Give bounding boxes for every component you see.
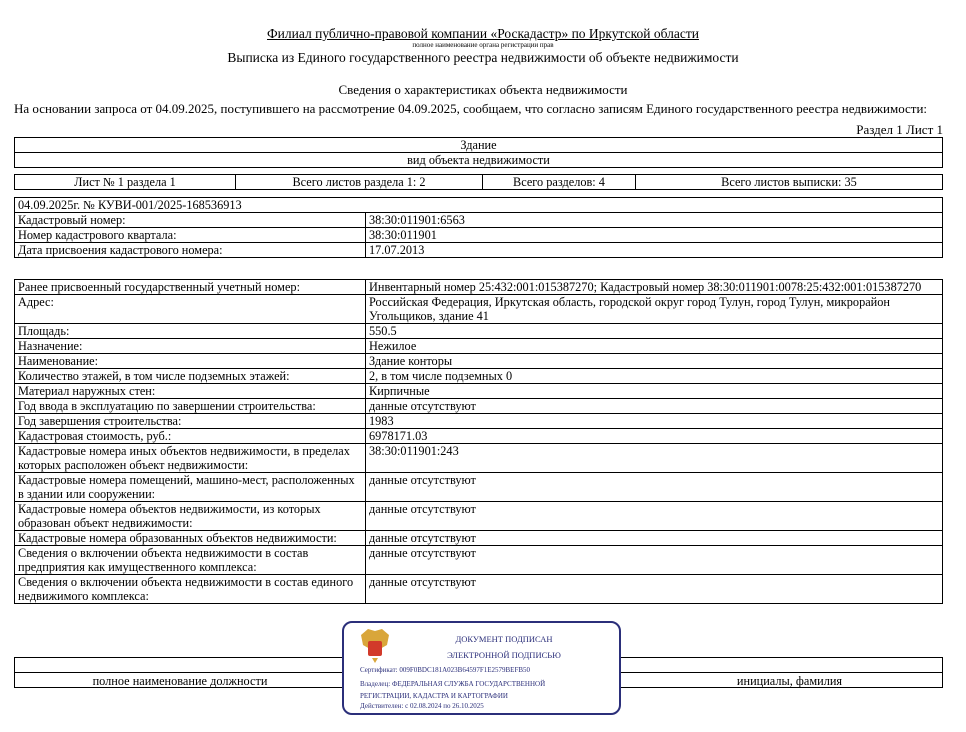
row-value: 38:30:011901:6563 (366, 213, 943, 228)
row-label: Наименование: (15, 354, 366, 369)
table-row (15, 324, 943, 339)
document-title: Выписка из Единого государственного реестра недвижимости об объекте недвижимости (227, 50, 739, 65)
position-caption: полное наименование должности (92, 674, 268, 688)
object-type-table (14, 137, 943, 168)
table-row (15, 473, 943, 502)
row-label: Адрес: (15, 295, 366, 324)
row-label: Номер кадастрового квартала: (15, 228, 366, 243)
row-label: Площадь: (15, 324, 366, 339)
registration-number: 04.09.2025г. № КУВИ-001/2025-168536913 (15, 198, 943, 213)
object-type: Здание (15, 138, 943, 153)
row-value: данные отсутствуют (366, 502, 943, 531)
object-type-caption: вид объекта недвижимости (15, 153, 943, 168)
stamp-owner: Владелец: ФЕДЕРАЛЬНАЯ СЛУЖБА ГОСУДАРСТВЕННОЙ (360, 680, 546, 688)
row-value: данные отсутствуют (366, 531, 943, 546)
row-value: 1983 (366, 414, 943, 429)
stamp-line1: ДОКУМЕНТ ПОДПИСАН (455, 634, 553, 644)
table-row (15, 502, 943, 531)
row-value: 38:30:011901:243 (366, 444, 943, 473)
row-label: Кадастровые номера образованных объектов недвижимости: (15, 531, 366, 546)
row-value: данные отсутствуют (366, 575, 943, 604)
row-label: Кадастровый номер: (15, 213, 366, 228)
row-value: 17.07.2013 (366, 243, 943, 258)
table-row (15, 399, 943, 414)
row-value: Российская Федерация, Иркутская область, городской округ город Тулун, город Тулун, микрорайон Угольщиков, здание 41 (366, 295, 943, 324)
table-row (15, 213, 943, 228)
row-label: Кадастровая стоимость, руб.: (15, 429, 366, 444)
row-label: Ранее присвоенный государственный учетный номер: (15, 280, 366, 295)
characteristics-table (14, 279, 943, 604)
table-row (15, 444, 943, 473)
registration-table (14, 197, 943, 258)
table-row (15, 354, 943, 369)
row-value: 6978171.03 (366, 429, 943, 444)
table-row (15, 339, 943, 354)
table-row (15, 429, 943, 444)
table-row (15, 280, 943, 295)
row-value: данные отсутствуют (366, 546, 943, 575)
organization-name: Филиал публично-правовой компании «Роскадастр» по Иркутской области (267, 26, 699, 41)
row-value: Инвентарный номер 25:432:001:015387270; Кадастровый номер 38:30:011901:0078:25:432:001:015387270 (366, 280, 943, 295)
sheet-info-table (14, 174, 943, 190)
organization-caption: полное наименование органа регистрации прав (412, 41, 554, 49)
sheets-total: Всего листов выписки: 35 (636, 175, 943, 190)
row-label: Кадастровые номера объектов недвижимости, из которых образован объект недвижимости: (15, 502, 366, 531)
row-value: 38:30:011901 (366, 228, 943, 243)
row-label: Сведения о включении объекта недвижимости в состав предприятия как имущественного комплекса: (15, 546, 366, 575)
row-value: Здание конторы (366, 354, 943, 369)
table-row (15, 575, 943, 604)
stamp-owner-cont: РЕГИСТРАЦИИ, КАДАСТРА И КАРТОГРАФИИ (360, 692, 508, 700)
stamp-certificate: Сертификат: 009F0BDC181A023B64597F1E2579BEFB50 (360, 666, 531, 674)
intro-text: На основании запроса от 04.09.2025, поступившего на рассмотрение 04.09.2025, сообщаем, что согласно записям Единого государственного реестра недвижимости: (14, 101, 928, 116)
row-label: Материал наружных стен: (15, 384, 366, 399)
document-subtitle: Сведения о характеристиках объекта недвижимости (338, 82, 628, 97)
table-row (15, 295, 943, 324)
row-label: Год завершения строительства: (15, 414, 366, 429)
table-row (15, 384, 943, 399)
row-value: Кирпичные (366, 384, 943, 399)
sections-total: Всего разделов: 4 (483, 175, 636, 190)
sheets-in-section: Всего листов раздела 1: 2 (236, 175, 483, 190)
row-label: Кадастровые номера иных объектов недвижимости, в пределах которых расположен объект недвижимости: (15, 444, 366, 473)
row-value: Нежилое (366, 339, 943, 354)
row-value: данные отсутствуют (366, 473, 943, 502)
coat-of-arms-icon (358, 627, 392, 665)
row-value: 2, в том числе подземных 0 (366, 369, 943, 384)
row-label: Дата присвоения кадастрового номера: (15, 243, 366, 258)
row-value: данные отсутствуют (366, 399, 943, 414)
row-label: Назначение: (15, 339, 366, 354)
table-row (15, 546, 943, 575)
table-row (15, 228, 943, 243)
row-value: 550.5 (366, 324, 943, 339)
table-row (15, 414, 943, 429)
name-caption: инициалы, фамилия (736, 674, 843, 688)
row-label: Количество этажей, в том числе подземных этажей: (15, 369, 366, 384)
stamp-validity: Действителен: с 02.08.2024 по 26.10.2025 (360, 702, 484, 710)
stamp-line2: ЭЛЕКТРОННОЙ ПОДПИСЬЮ (447, 650, 561, 660)
row-label: Кадастровые номера помещений, машино-мест, расположенных в здании или сооружении: (15, 473, 366, 502)
electronic-signature-stamp (342, 621, 621, 715)
row-label: Сведения о включении объекта недвижимости в состав единого недвижимого комплекса: (15, 575, 366, 604)
table-row (15, 243, 943, 258)
table-row (15, 531, 943, 546)
sheet-number: Лист № 1 раздела 1 (15, 175, 236, 190)
row-label: Год ввода в эксплуатацию по завершении строительства: (15, 399, 366, 414)
section-label: Раздел 1 Лист 1 (856, 122, 943, 137)
table-row (15, 369, 943, 384)
